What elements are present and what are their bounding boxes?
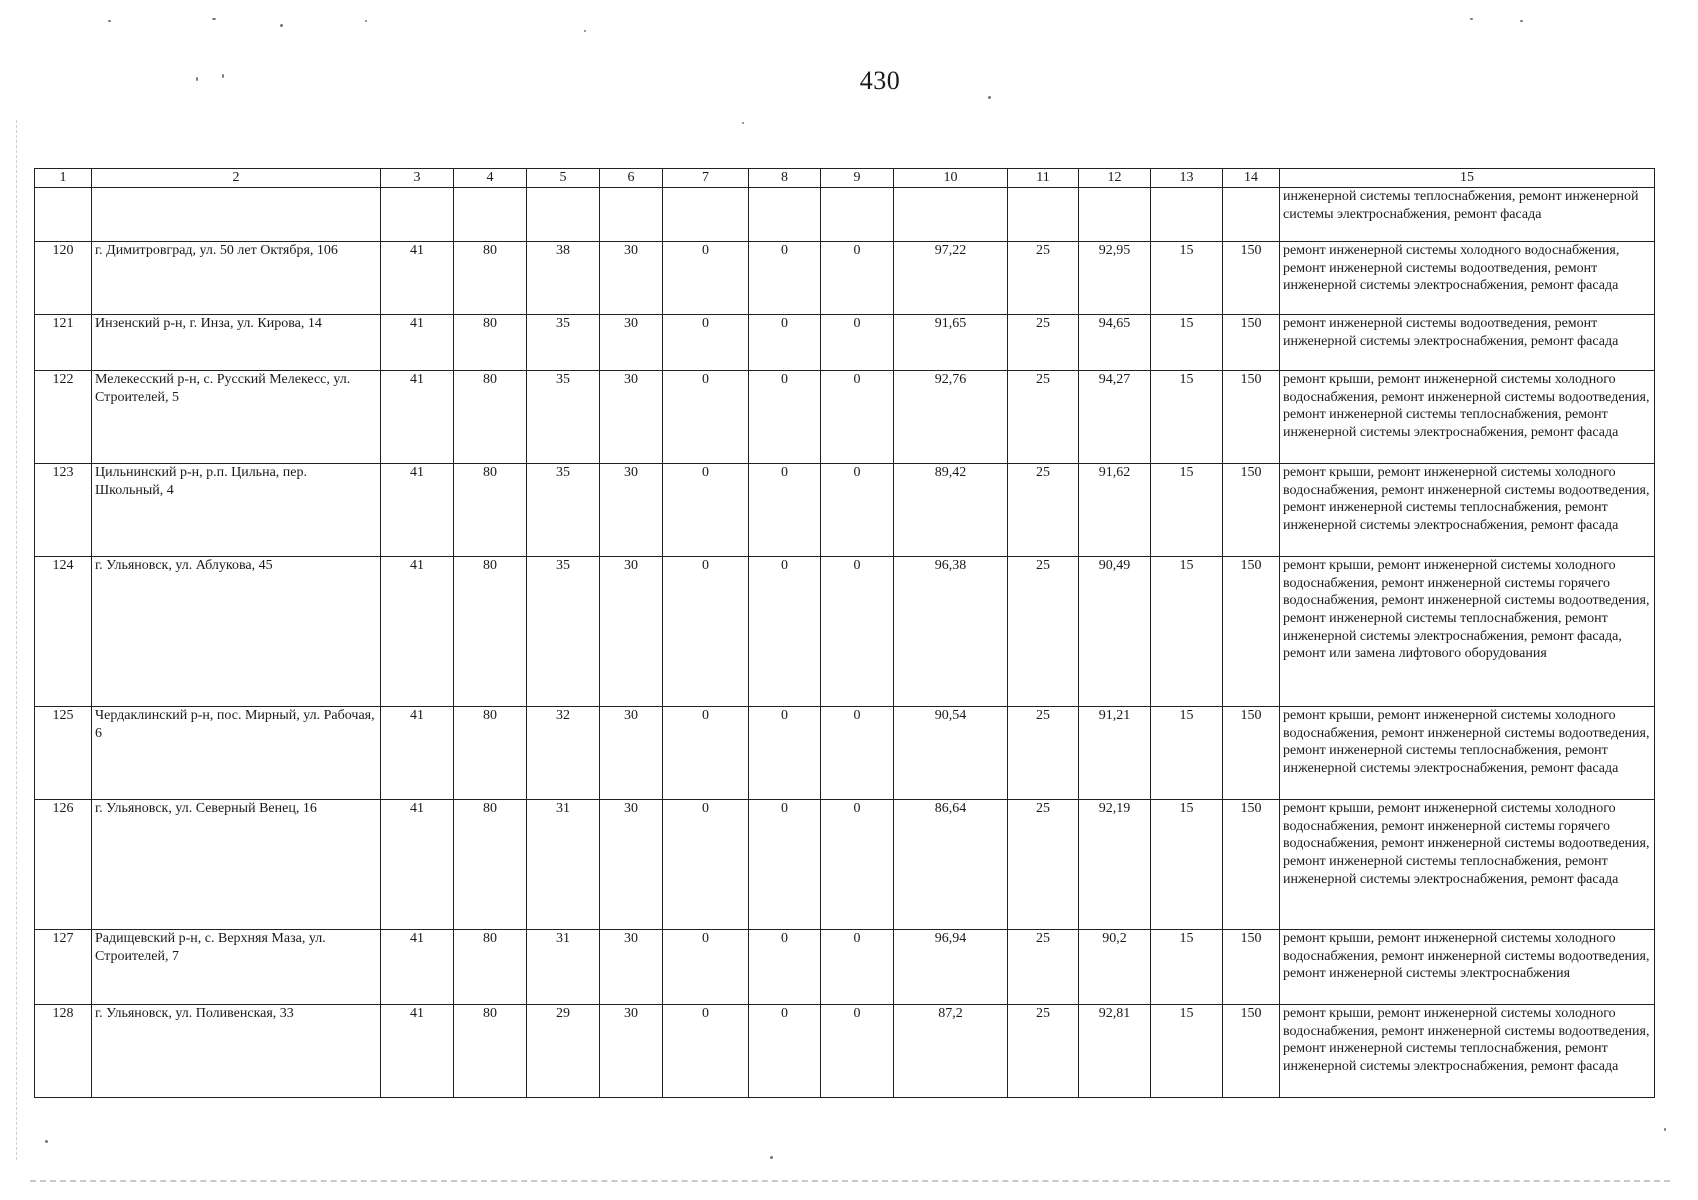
value-cell: 0 (821, 464, 894, 557)
value-cell: 80 (454, 242, 527, 315)
value-cell: 41 (381, 242, 454, 315)
value-cell: 25 (1008, 315, 1079, 371)
value-cell: 0 (663, 315, 749, 371)
col-header: 4 (454, 169, 527, 188)
works-cell: ремонт крыши, ремонт инженерной системы холодного водоснабжения, ремонт инженерной системы водоотведения, ремонт инженерной системы теплоснабжения, ремонт инженерной системы электроснабжения, ремонт фасада (1280, 707, 1655, 800)
value-cell: 80 (454, 930, 527, 1005)
value-cell: 0 (749, 1005, 821, 1098)
row-number: 123 (35, 464, 92, 557)
value-cell: 30 (600, 800, 663, 930)
value-cell: 25 (1008, 707, 1079, 800)
row-number: 126 (35, 800, 92, 930)
value-cell: 0 (749, 315, 821, 371)
value-cell: 91,21 (1079, 707, 1151, 800)
value-cell: 41 (381, 800, 454, 930)
value-cell: 90,2 (1079, 930, 1151, 1005)
value-cell: 35 (527, 371, 600, 464)
row-number: 127 (35, 930, 92, 1005)
value-cell: 150 (1223, 371, 1280, 464)
continuation-row (35, 188, 1655, 242)
value-cell: 0 (821, 371, 894, 464)
value-cell: 0 (821, 315, 894, 371)
value-cell: 41 (381, 557, 454, 707)
value-cell: 25 (1008, 242, 1079, 315)
works-cell: инженерной системы теплоснабжения, ремонт инженерной системы электроснабжения, ремонт фасада (1280, 188, 1655, 242)
column-number-header (35, 169, 1655, 188)
address-cell: Мелекесский р-н, с. Русский Мелекесс, ул. Строителей, 5 (92, 371, 381, 464)
value-cell: 96,94 (894, 930, 1008, 1005)
value-cell: 0 (663, 930, 749, 1005)
value-cell: 30 (600, 315, 663, 371)
col-header: 11 (1008, 169, 1079, 188)
value-cell: 0 (821, 242, 894, 315)
value-cell: 0 (821, 800, 894, 930)
value-cell: 80 (454, 800, 527, 930)
value-cell: 41 (381, 707, 454, 800)
value-cell: 0 (749, 242, 821, 315)
works-cell: ремонт крыши, ремонт инженерной системы холодного водоснабжения, ремонт инженерной системы водоотведения, ремонт инженерной системы теплоснабжения, ремонт инженерной системы электроснабжения, ремонт фасада (1280, 371, 1655, 464)
table-row (35, 1005, 1655, 1098)
works-cell: ремонт крыши, ремонт инженерной системы холодного водоснабжения, ремонт инженерной системы горячего водоснабжения, ремонт инженерной системы водоотведения, ремонт инженерной системы теплоснабжения, ремонт инженерной системы электроснабжения, ремонт фасада, ремонт или замена лифтового оборудования (1280, 557, 1655, 707)
col-header: 13 (1151, 169, 1223, 188)
table-row (35, 557, 1655, 707)
value-cell: 0 (821, 930, 894, 1005)
value-cell: 80 (454, 1005, 527, 1098)
value-cell: 30 (600, 557, 663, 707)
value-cell: 0 (749, 930, 821, 1005)
value-cell: 87,2 (894, 1005, 1008, 1098)
value-cell: 90,49 (1079, 557, 1151, 707)
address-cell: Цильнинский р-н, р.п. Цильна, пер. Школьный, 4 (92, 464, 381, 557)
value-cell: 29 (527, 1005, 600, 1098)
row-number: 125 (35, 707, 92, 800)
address-cell: Инзенский р-н, г. Инза, ул. Кирова, 14 (92, 315, 381, 371)
value-cell: 97,22 (894, 242, 1008, 315)
value-cell: 41 (381, 1005, 454, 1098)
col-header: 15 (1280, 169, 1655, 188)
table-row (35, 371, 1655, 464)
page-number: 430 (859, 66, 901, 95)
value-cell: 0 (749, 557, 821, 707)
value-cell: 80 (454, 371, 527, 464)
value-cell: 35 (527, 464, 600, 557)
col-header: 5 (527, 169, 600, 188)
works-cell: ремонт инженерной системы водоотведения, ремонт инженерной системы электроснабжения, ремонт фасада (1280, 315, 1655, 371)
value-cell: 80 (454, 557, 527, 707)
value-cell: 30 (600, 930, 663, 1005)
value-cell: 86,64 (894, 800, 1008, 930)
col-header: 7 (663, 169, 749, 188)
value-cell: 150 (1223, 930, 1280, 1005)
col-header: 8 (749, 169, 821, 188)
value-cell: 0 (749, 464, 821, 557)
works-cell: ремонт крыши, ремонт инженерной системы холодного водоснабжения, ремонт инженерной системы горячего водоснабжения, ремонт инженерной системы водоотведения, ремонт инженерной системы теплоснабжения, ремонт инженерной системы электроснабжения, ремонт фасада (1280, 800, 1655, 930)
value-cell: 15 (1151, 1005, 1223, 1098)
value-cell: 41 (381, 315, 454, 371)
col-header: 12 (1079, 169, 1151, 188)
value-cell: 0 (821, 557, 894, 707)
col-header: 6 (600, 169, 663, 188)
address-cell: г. Ульяновск, ул. Северный Венец, 16 (92, 800, 381, 930)
value-cell: 94,27 (1079, 371, 1151, 464)
col-header: 14 (1223, 169, 1280, 188)
value-cell: 0 (821, 707, 894, 800)
table-row (35, 800, 1655, 930)
value-cell: 96,38 (894, 557, 1008, 707)
value-cell: 30 (600, 464, 663, 557)
table-row (35, 707, 1655, 800)
value-cell: 25 (1008, 557, 1079, 707)
row-number: 120 (35, 242, 92, 315)
table-row (35, 930, 1655, 1005)
value-cell: 150 (1223, 315, 1280, 371)
address-cell: Чердаклинский р-н, пос. Мирный, ул. Рабочая, 6 (92, 707, 381, 800)
value-cell: 0 (663, 242, 749, 315)
table-row (35, 242, 1655, 315)
table-row (35, 315, 1655, 371)
value-cell: 35 (527, 557, 600, 707)
address-cell: г. Димитровград, ул. 50 лет Октября, 106 (92, 242, 381, 315)
repair-program-table (34, 168, 1655, 1098)
value-cell: 25 (1008, 1005, 1079, 1098)
works-cell: ремонт инженерной системы холодного водоснабжения, ремонт инженерной системы водоотведения, ремонт инженерной системы электроснабжения, ремонт фасада (1280, 242, 1655, 315)
value-cell: 91,62 (1079, 464, 1151, 557)
value-cell: 150 (1223, 800, 1280, 930)
value-cell: 15 (1151, 930, 1223, 1005)
value-cell: 25 (1008, 371, 1079, 464)
value-cell: 150 (1223, 1005, 1280, 1098)
value-cell: 25 (1008, 464, 1079, 557)
value-cell: 15 (1151, 242, 1223, 315)
row-number: 122 (35, 371, 92, 464)
value-cell: 150 (1223, 557, 1280, 707)
value-cell: 0 (663, 800, 749, 930)
col-header: 10 (894, 169, 1008, 188)
works-cell: ремонт крыши, ремонт инженерной системы холодного водоснабжения, ремонт инженерной системы водоотведения, ремонт инженерной системы теплоснабжения, ремонт инженерной системы электроснабжения, ремонт фасада (1280, 1005, 1655, 1098)
address-cell: г. Ульяновск, ул. Поливенская, 33 (92, 1005, 381, 1098)
value-cell: 94,65 (1079, 315, 1151, 371)
value-cell: 35 (527, 315, 600, 371)
scan-edge-marks (16, 120, 17, 1160)
value-cell: 92,76 (894, 371, 1008, 464)
value-cell: 15 (1151, 371, 1223, 464)
col-header: 1 (35, 169, 92, 188)
value-cell: 0 (663, 707, 749, 800)
scan-bottom-edge (30, 1180, 1670, 1182)
value-cell: 0 (663, 557, 749, 707)
value-cell: 41 (381, 930, 454, 1005)
value-cell: 80 (454, 464, 527, 557)
address-cell: г. Ульяновск, ул. Аблукова, 45 (92, 557, 381, 707)
row-number: 124 (35, 557, 92, 707)
value-cell: 41 (381, 464, 454, 557)
col-header: 3 (381, 169, 454, 188)
value-cell: 0 (749, 707, 821, 800)
value-cell: 41 (381, 371, 454, 464)
col-header: 2 (92, 169, 381, 188)
value-cell: 0 (749, 371, 821, 464)
value-cell: 25 (1008, 930, 1079, 1005)
value-cell: 30 (600, 1005, 663, 1098)
col-header: 9 (821, 169, 894, 188)
value-cell: 0 (821, 1005, 894, 1098)
value-cell: 80 (454, 315, 527, 371)
value-cell: 92,81 (1079, 1005, 1151, 1098)
value-cell: 92,19 (1079, 800, 1151, 930)
table-row (35, 464, 1655, 557)
value-cell: 89,42 (894, 464, 1008, 557)
value-cell: 15 (1151, 557, 1223, 707)
value-cell: 0 (663, 371, 749, 464)
value-cell: 32 (527, 707, 600, 800)
value-cell: 30 (600, 707, 663, 800)
row-number: 121 (35, 315, 92, 371)
value-cell: 0 (663, 1005, 749, 1098)
value-cell: 91,65 (894, 315, 1008, 371)
value-cell: 31 (527, 930, 600, 1005)
value-cell: 150 (1223, 242, 1280, 315)
works-cell: ремонт крыши, ремонт инженерной системы холодного водоснабжения, ремонт инженерной системы водоотведения, ремонт инженерной системы электроснабжения (1280, 930, 1655, 1005)
value-cell: 15 (1151, 464, 1223, 557)
value-cell: 31 (527, 800, 600, 930)
value-cell: 150 (1223, 707, 1280, 800)
value-cell: 38 (527, 242, 600, 315)
value-cell: 15 (1151, 707, 1223, 800)
value-cell: 90,54 (894, 707, 1008, 800)
value-cell: 0 (749, 800, 821, 930)
value-cell: 25 (1008, 800, 1079, 930)
value-cell: 30 (600, 371, 663, 464)
row-number: 128 (35, 1005, 92, 1098)
works-cell: ремонт крыши, ремонт инженерной системы холодного водоснабжения, ремонт инженерной системы водоотведения, ремонт инженерной системы теплоснабжения, ремонт инженерной системы электроснабжения, ремонт фасада (1280, 464, 1655, 557)
value-cell: 150 (1223, 464, 1280, 557)
value-cell: 80 (454, 707, 527, 800)
value-cell: 15 (1151, 315, 1223, 371)
value-cell: 30 (600, 242, 663, 315)
address-cell: Радищевский р-н, с. Верхняя Маза, ул. Строителей, 7 (92, 930, 381, 1005)
value-cell: 15 (1151, 800, 1223, 930)
value-cell: 92,95 (1079, 242, 1151, 315)
value-cell: 0 (663, 464, 749, 557)
